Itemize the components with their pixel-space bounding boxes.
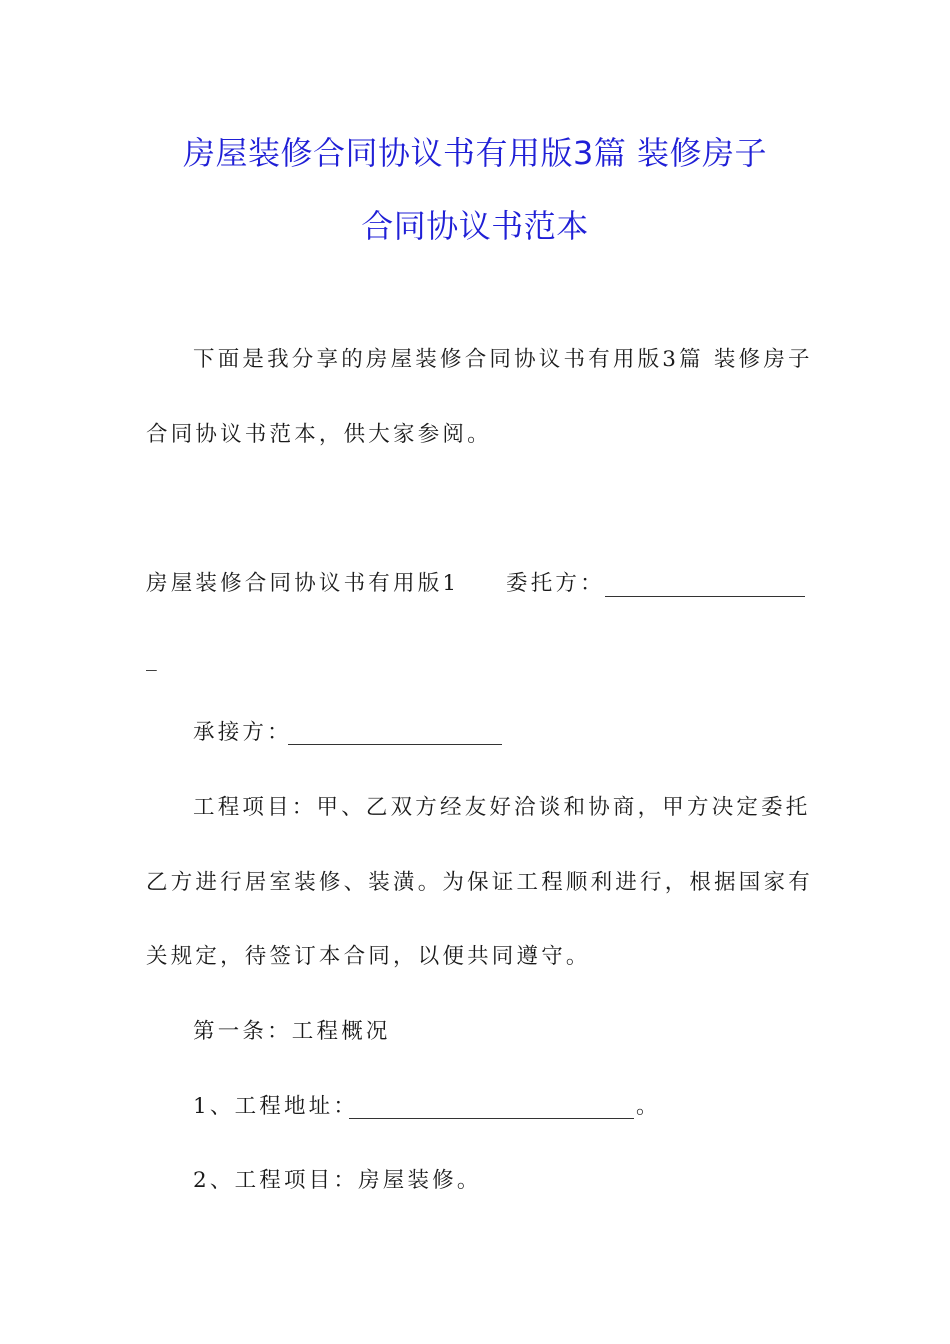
item-1-label: 1、工程地址： [193,1094,359,1119]
item-1-period: 。 [636,1094,661,1119]
project-paragraph-line-2: 乙方进行居室装修、装潢。为保证工程顺利进行，根据国家有 [146,870,813,895]
project-paragraph-line-1: 工程项目：甲、乙双方经友好洽谈和协商，甲方决定委托 [193,795,811,820]
entrust-party-blank-tail: _ [146,647,160,672]
contractor-party-blank [288,724,502,745]
document-title-line-1: 房屋装修合同协议书有用版3篇 装修房子 [182,134,768,172]
intro-paragraph-line-2: 合同协议书范本，供大家参阅。 [146,422,492,447]
contractor-party-label: 承接方： [193,720,292,745]
project-paragraph-line-3: 关规定，待签订本合同，以便共同遵守。 [146,944,591,969]
project-address-blank [349,1098,634,1119]
document-title-line-2: 合同协议书范本 [361,207,589,245]
item-2: 2、工程项目：房屋装修。 [193,1168,482,1193]
entrust-party-blank [605,576,805,597]
entrust-party-label: 委托方： [506,571,605,596]
section-heading: 房屋装修合同协议书有用版1 [146,571,460,596]
intro-paragraph-line-1: 下面是我分享的房屋装修合同协议书有用版3篇 装修房子 [193,347,813,372]
article-1-heading: 第一条：工程概况 [193,1019,391,1044]
